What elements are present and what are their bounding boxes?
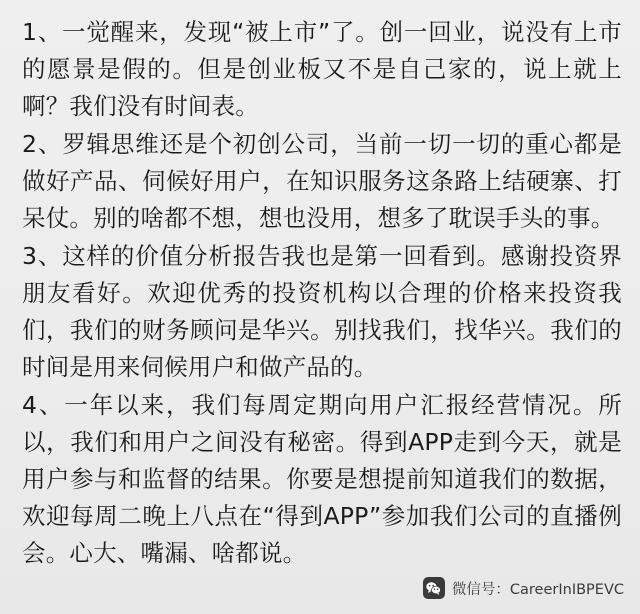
paragraph-3: 3、这样的价值分析报告我也是第一回看到。感谢投资界朋友看好。欢迎优秀的投资机构以合理的价格来投资我们，我们的财务顾问是华兴。别找我们，找华兴。我们的时间是用来伺候用户和做产品的。 <box>22 242 622 381</box>
footer-wechat-id: 微信号：CareerInIBPEVC <box>451 581 624 598</box>
wechat-icon <box>423 577 445 599</box>
footer-content <box>423 577 624 599</box>
footer-watermark <box>0 562 640 614</box>
paragraph-1: 1、一觉醒来，发现“被上市”了。创一回业，说没有上市的愿景是假的。但是创业板又不是自己家的，说上就上啊？我们没有时间表。 <box>22 18 622 120</box>
paragraph-2: 2、罗辑思维还是个初创公司，当前一切一切的重心都是做好产品、伺候好用户，在知识服务这条路上结硬寨、打呆仗。别的啥都不想，想也没用，想多了耽误手头的事。 <box>22 130 622 232</box>
document-body <box>22 14 622 572</box>
paragraph-4: 4、一年以来，我们每周定期向用户汇报经营情况。所以，我们和用户之间没有秘密。得到APP走到今天，就是用户参与和监督的结果。你要是想提前知道我们的数据，欢迎每周二晚上八点在“得到APP”参加我们公司的直播例会。心大、嘴漏、啥都说。 <box>22 391 622 567</box>
